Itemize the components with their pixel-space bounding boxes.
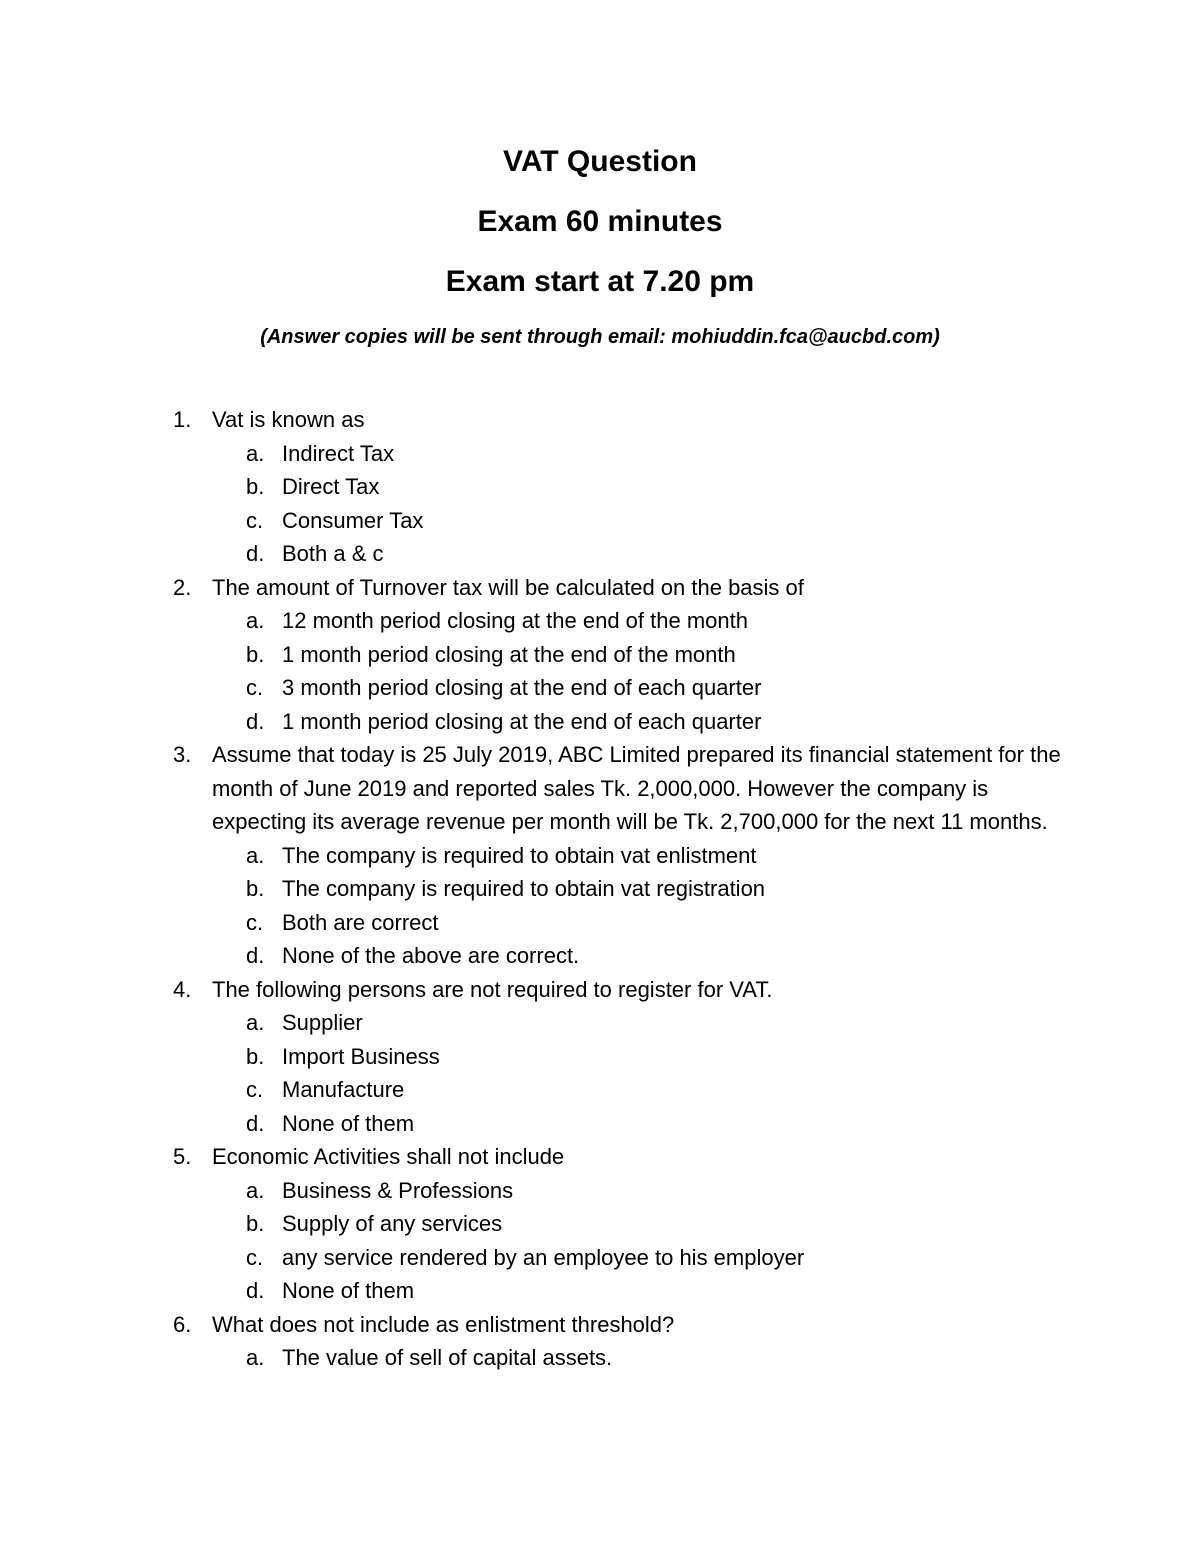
option-5d bbox=[0, 1274, 1200, 1308]
question-number: 4. bbox=[173, 976, 192, 1002]
option-text: Direct Tax bbox=[282, 474, 380, 499]
option-2d bbox=[0, 705, 1200, 739]
question-text: Economic Activities shall not include bbox=[212, 1144, 565, 1169]
option-6a bbox=[0, 1341, 1200, 1375]
option-2c bbox=[0, 671, 1200, 705]
question-text: The following persons are not required to register for VAT. bbox=[212, 976, 773, 1002]
question-text: What does not include as enlistment threshold? bbox=[212, 1311, 675, 1337]
option-5b bbox=[0, 1207, 1200, 1241]
option-text: Manufacture bbox=[282, 1077, 405, 1102]
option-letter: d. bbox=[246, 708, 265, 734]
exam-duration: Exam 60 minutes bbox=[477, 205, 723, 238]
option-2a bbox=[0, 604, 1200, 638]
question-6 bbox=[0, 1308, 1072, 1342]
option-text: any service rendered by an employee to his employer bbox=[282, 1244, 805, 1270]
option-text: Supplier bbox=[282, 1010, 363, 1035]
option-5a bbox=[0, 1174, 1200, 1208]
question-1 bbox=[0, 403, 1072, 437]
question-number: 1. bbox=[173, 407, 192, 432]
question-number: 2. bbox=[173, 574, 192, 600]
option-5c bbox=[0, 1241, 1200, 1275]
option-1b bbox=[0, 470, 1200, 504]
option-2b bbox=[0, 638, 1200, 672]
option-letter: b. bbox=[246, 641, 265, 667]
option-text: Both a & c bbox=[282, 541, 384, 566]
option-letter: d. bbox=[246, 943, 265, 968]
option-text: 12 month period closing at the end of the month bbox=[282, 608, 748, 633]
option-4c bbox=[0, 1073, 1200, 1107]
option-letter: d. bbox=[246, 1110, 265, 1136]
question-number: 5. bbox=[173, 1144, 192, 1169]
exam-start-time: Exam start at 7.20 pm bbox=[445, 265, 755, 298]
option-text: Consumer Tax bbox=[282, 507, 424, 533]
option-text: None of them bbox=[282, 1110, 415, 1136]
option-letter: a. bbox=[246, 842, 265, 868]
option-letter: d. bbox=[246, 541, 265, 566]
question-text: Assume that today is 25 July 2019, ABC Limited prepared its financial statement for the month of June 2019 and reported sales Tk. 2,000,000. However the company is expecting its average revenue per month will be Tk. 2,700,000 for the next 11 months. bbox=[212, 742, 1061, 834]
option-text: Indirect Tax bbox=[282, 440, 395, 466]
option-letter: a. bbox=[246, 1010, 265, 1035]
question-5 bbox=[0, 1140, 1072, 1174]
option-3a bbox=[0, 839, 1200, 873]
option-letter: c. bbox=[246, 1244, 264, 1270]
option-letter: b. bbox=[246, 474, 265, 499]
option-letter: c. bbox=[246, 909, 264, 935]
option-letter: a. bbox=[246, 1177, 265, 1203]
option-text: Both are correct bbox=[282, 909, 439, 935]
option-text: The value of sell of capital assets. bbox=[282, 1345, 613, 1370]
option-text: 1 month period closing at the end of the month bbox=[282, 641, 736, 667]
option-letter: a. bbox=[246, 1345, 265, 1370]
option-letter: c. bbox=[246, 507, 264, 533]
document-title: VAT Question bbox=[503, 145, 697, 178]
option-1a bbox=[0, 437, 1200, 471]
question-text: The amount of Turnover tax will be calculated on the basis of bbox=[212, 574, 804, 600]
option-1d bbox=[0, 537, 1200, 571]
option-3c bbox=[0, 906, 1200, 940]
option-text: None of the above are correct. bbox=[282, 943, 580, 968]
option-letter: b. bbox=[246, 876, 265, 901]
question-3 bbox=[0, 738, 1072, 839]
option-text: Supply of any services bbox=[282, 1211, 503, 1236]
option-1c bbox=[0, 504, 1200, 538]
answer-copies-note: (Answer copies will be sent through email: mohiuddin.fca@aucbd.com) bbox=[260, 326, 940, 348]
option-text: Business & Professions bbox=[282, 1177, 514, 1203]
option-text: None of them bbox=[282, 1278, 415, 1303]
option-4b bbox=[0, 1040, 1200, 1074]
question-text: Vat is known as bbox=[212, 407, 365, 432]
question-number: 6. bbox=[173, 1311, 192, 1337]
question-2 bbox=[0, 571, 1072, 605]
option-text: The company is required to obtain vat enlistment bbox=[282, 842, 757, 868]
option-letter: c. bbox=[246, 1077, 264, 1102]
option-3b bbox=[0, 872, 1200, 906]
option-text: The company is required to obtain vat registration bbox=[282, 876, 766, 901]
option-letter: d. bbox=[246, 1278, 265, 1303]
option-letter: a. bbox=[246, 608, 265, 633]
option-text: Import Business bbox=[282, 1043, 440, 1069]
question-4 bbox=[0, 973, 1072, 1007]
option-text: 1 month period closing at the end of each quarter bbox=[282, 708, 762, 734]
option-3d bbox=[0, 939, 1200, 973]
option-4d bbox=[0, 1107, 1200, 1141]
option-letter: a. bbox=[246, 440, 265, 466]
option-letter: b. bbox=[246, 1043, 265, 1069]
question-list bbox=[0, 403, 1200, 1375]
option-letter: b. bbox=[246, 1211, 265, 1236]
option-text: 3 month period closing at the end of each quarter bbox=[282, 675, 762, 700]
option-4a bbox=[0, 1006, 1200, 1040]
option-letter: c. bbox=[246, 675, 264, 700]
question-number: 3. bbox=[173, 742, 192, 767]
